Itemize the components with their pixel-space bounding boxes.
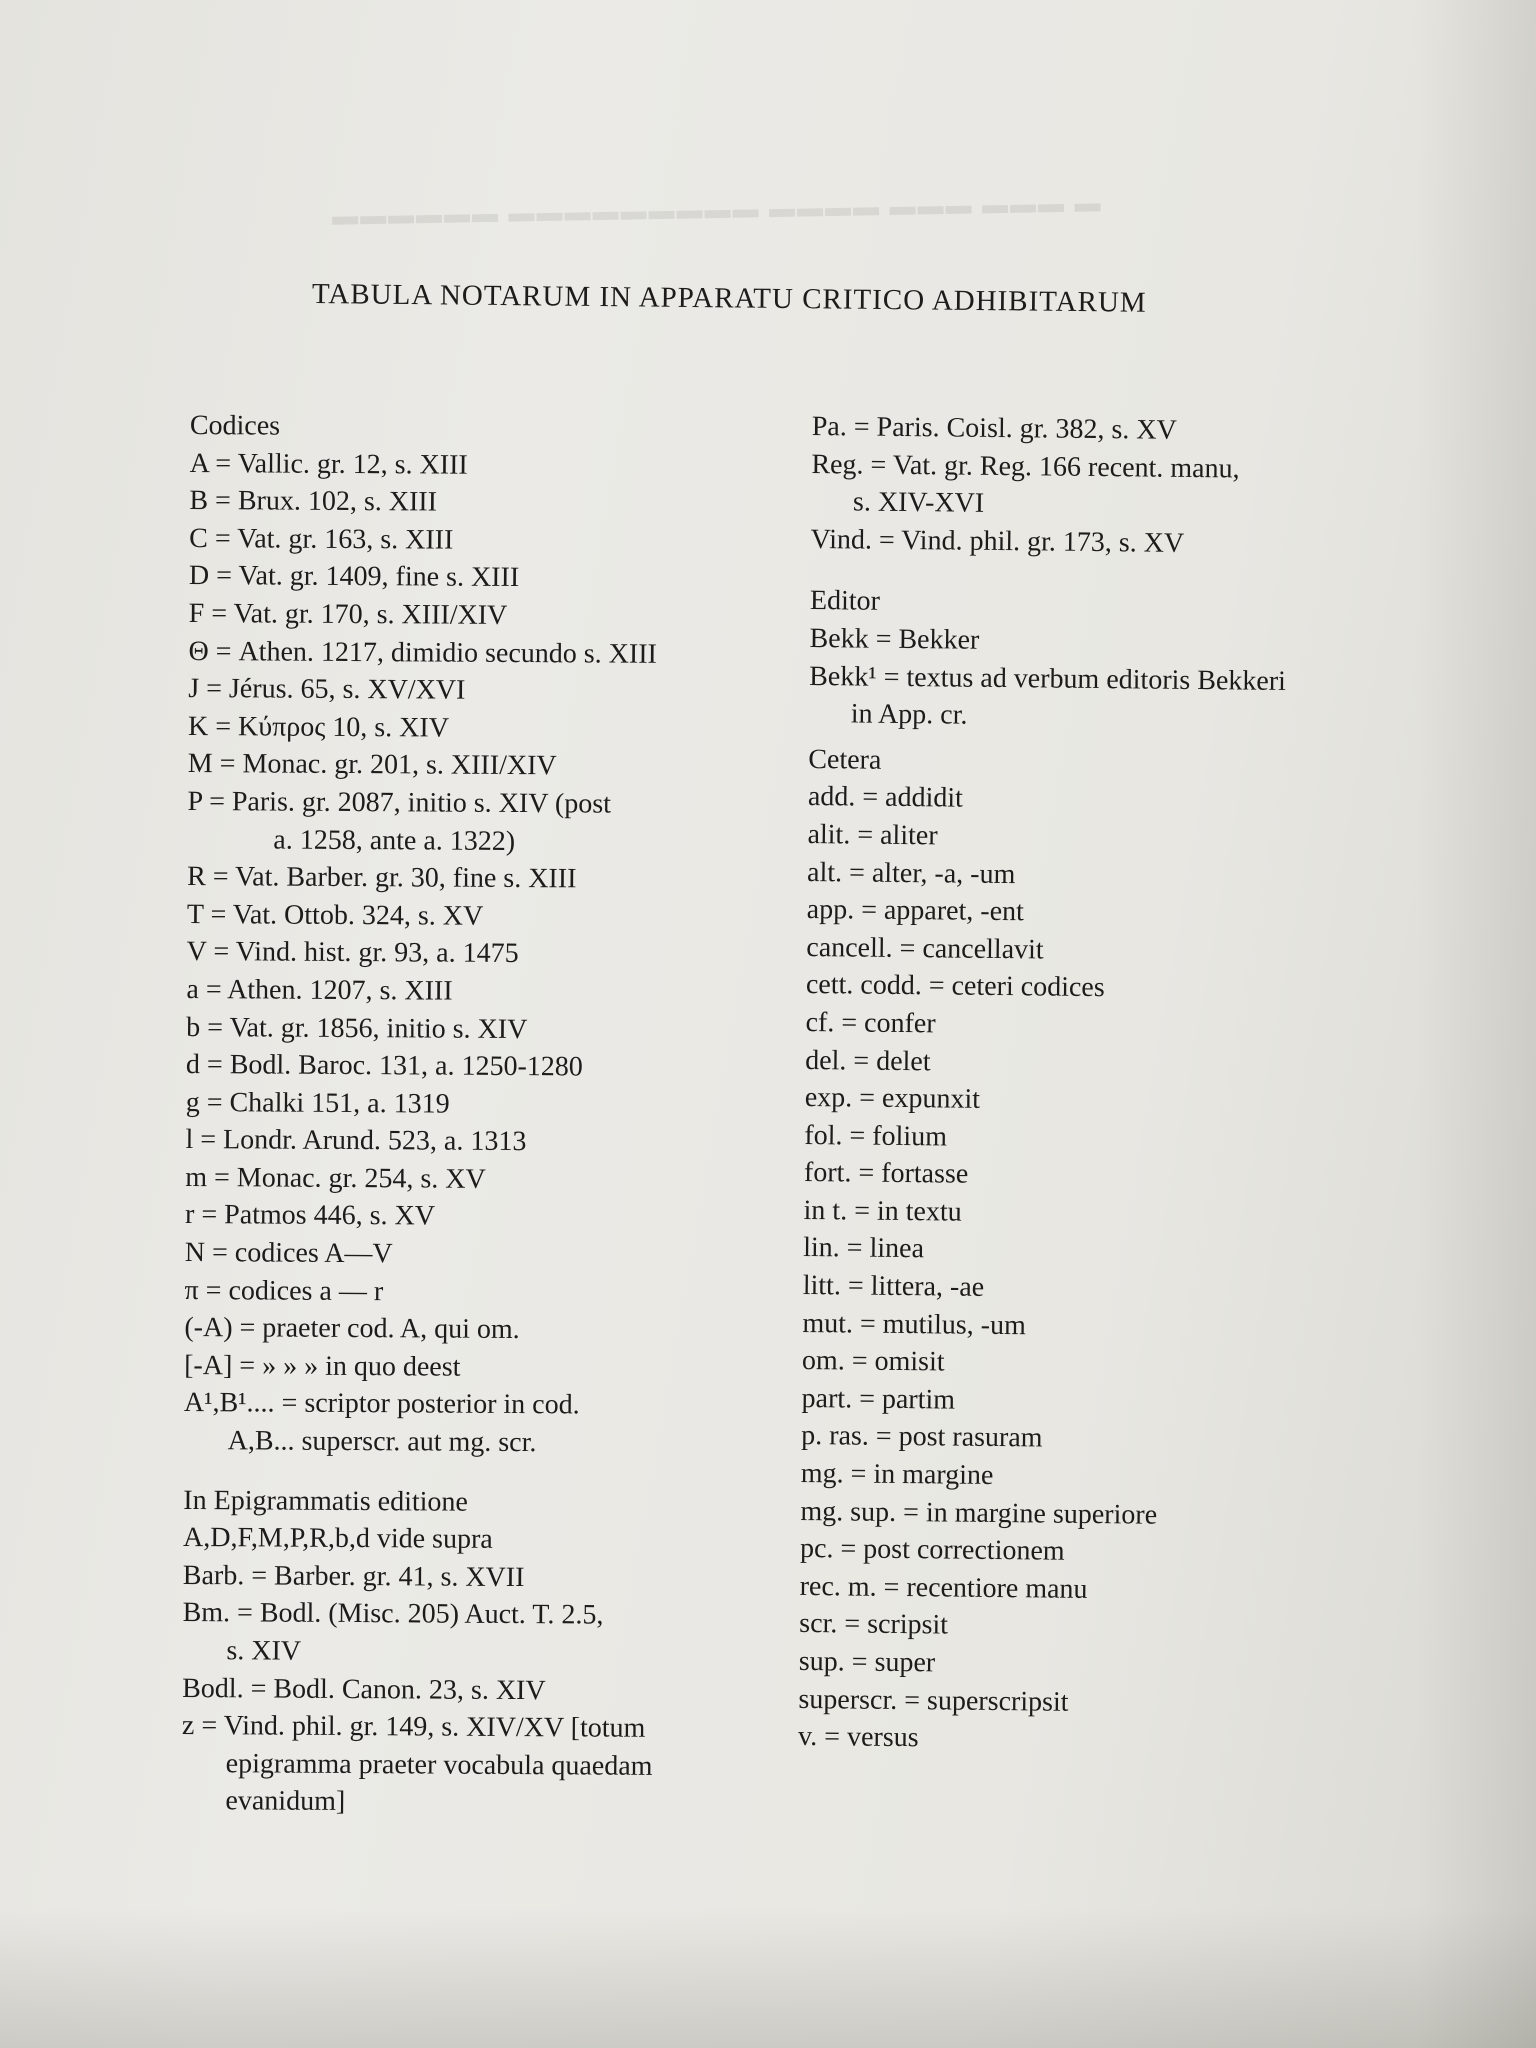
codex-entry-continuation: A,B... superscr. aut mg. scr. xyxy=(227,1425,537,1459)
abbreviation-entry: mg. sup. = in margine superiore xyxy=(800,1495,1158,1531)
epigram-entry: A,D,F,M,P,R,b,d vide supra xyxy=(182,1522,493,1556)
show-through-text: ▬ ▬▬▬ ▬▬▬ ▬▬▬▬ ▬▬▬▬▬▬▬▬▬ ▬▬▬▬▬▬ xyxy=(329,188,1101,231)
codex-entry: [-A] = » » » in quo deest xyxy=(184,1349,461,1383)
codex-entry: l = Londr. Arund. 523, a. 1313 xyxy=(185,1124,527,1158)
editor-entry: Bekk¹ = textus ad verbum editoris Bekkeri xyxy=(809,660,1287,697)
left-column xyxy=(181,407,660,1823)
abbreviation-entry: del. = delet xyxy=(805,1044,931,1077)
codex-entry: Vind. = Vind. phil. gr. 173, s. XV xyxy=(810,523,1185,559)
codex-entry: Θ = Athen. 1217, dimidio secundo s. XIII xyxy=(188,635,658,670)
abbreviation-entry: alt. = alter, -a, -um xyxy=(806,856,1016,890)
abbreviation-entry: cf. = confer xyxy=(805,1006,936,1040)
page-title: TABULA NOTARUM IN APPARATU CRITICO ADHIBITARUM xyxy=(311,278,1147,319)
abbreviation-entry: p. ras. = post rasuram xyxy=(801,1420,1043,1454)
codex-entry: A = Vallic. gr. 12, s. XIII xyxy=(189,447,468,481)
page-curve-shadow xyxy=(1416,0,1536,2048)
codex-entry: r = Patmos 446, s. XV xyxy=(184,1199,436,1232)
section-heading-epigrammata: In Epigrammatis editione xyxy=(183,1484,469,1518)
section-gap xyxy=(183,1460,654,1485)
codex-entry: d = Bodl. Baroc. 131, a. 1250-1280 xyxy=(185,1049,583,1083)
codex-entry: a = Athen. 1207, s. XIII xyxy=(186,973,453,1007)
codex-entry: N = codices A—V xyxy=(184,1237,393,1270)
epigram-entry: Barb. = Barber. gr. 41, s. XVII xyxy=(182,1559,525,1593)
page-bottom-shadow xyxy=(0,1908,1536,2048)
abbreviation-entry: app. = apparet, -ent xyxy=(806,894,1025,928)
codex-entry: V = Vind. hist. gr. 93, a. 1475 xyxy=(186,936,519,970)
epigram-entry: Bm. = Bodl. (Misc. 205) Auct. T. 2.5, xyxy=(182,1597,604,1631)
codex-entry: D = Vat. gr. 1409, fine s. XIII xyxy=(188,560,520,594)
abbreviation-entry: alit. = aliter xyxy=(807,818,938,852)
abbreviation-entry: fort. = fortasse xyxy=(803,1157,969,1190)
section-heading-cetera: Cetera xyxy=(808,743,882,776)
epigram-entry: z = Vind. phil. gr. 149, s. XIV/XV [totum xyxy=(181,1710,646,1744)
epigram-entry: Bodl. = Bodl. Canon. 23, s. XIV xyxy=(182,1672,546,1706)
abbreviation-entry: v. = versus xyxy=(797,1721,919,1754)
codex-entry: K = Κύπρος 10, s. XIV xyxy=(187,710,450,744)
codex-entry: Reg. = Vat. gr. Reg. 166 recent. manu, xyxy=(811,448,1240,485)
right-column xyxy=(798,408,1289,1761)
codex-entry: F = Vat. gr. 170, s. XIII/XIV xyxy=(188,597,508,631)
codex-entry: b = Vat. gr. 1856, initio s. XIV xyxy=(186,1011,528,1045)
codex-entry: g = Chalki 151, a. 1319 xyxy=(185,1086,450,1120)
epigram-entry-continuation: epigramma praeter vocabula quaedam xyxy=(225,1748,653,1782)
abbreviation-entry: mut. = mutilus, -um xyxy=(802,1307,1027,1341)
codex-entry: R = Vat. Barber. gr. 30, fine s. XIII xyxy=(187,861,577,895)
abbreviation-entry: superscr. = superscripsit xyxy=(798,1683,1069,1718)
codex-entry: J = Jérus. 65, s. XV/XVI xyxy=(188,673,466,706)
abbreviation-entry: om. = omisit xyxy=(801,1345,945,1378)
abbreviation-entry: sup. = super xyxy=(798,1645,936,1679)
codex-entry: M = Monac. gr. 201, s. XIII/XIV xyxy=(187,748,557,782)
abbreviation-entry: add. = addidit xyxy=(807,781,964,814)
editor-entry-continuation: in App. cr. xyxy=(850,698,968,731)
abbreviation-entry: cancell. = cancellavit xyxy=(806,931,1044,966)
codex-entry: A¹,B¹.... = scriptor posterior in cod. xyxy=(183,1387,580,1421)
editor-entry: Bekk = Bekker xyxy=(809,622,980,656)
abbreviation-entry: part. = partim xyxy=(801,1382,956,1416)
abbreviation-entry: in t. = in textu xyxy=(803,1194,962,1228)
codex-entry: T = Vat. Ottob. 324, s. XV xyxy=(186,898,484,932)
abbreviation-entry: cett. codd. = ceteri codices xyxy=(805,969,1105,1004)
epigram-entry-continuation: s. XIV xyxy=(226,1635,302,1667)
section-heading-editor: Editor xyxy=(809,585,881,618)
codex-entry-continuation: a. 1258, ante a. 1322) xyxy=(273,824,516,857)
codex-entry: P = Paris. gr. 2087, initio s. XIV (post xyxy=(187,785,612,820)
section-heading-codices: Codices xyxy=(189,409,281,442)
codex-entry: (-A) = praeter cod. A, qui om. xyxy=(184,1312,520,1346)
codex-entry: C = Vat. gr. 163, s. XIII xyxy=(189,522,454,556)
abbreviation-entry: mg. = in margine xyxy=(800,1457,994,1491)
abbreviation-entry: pc. = post correctionem xyxy=(799,1533,1065,1567)
abbreviation-entry: fol. = folium xyxy=(804,1119,948,1153)
abbreviation-entry: rec. m. = recentiore manu xyxy=(799,1570,1088,1605)
epigram-entry-continuation: evanidum] xyxy=(225,1785,346,1818)
abbreviation-entry: scr. = scripsit xyxy=(799,1608,949,1641)
codex-entry: m = Monac. gr. 254, s. XV xyxy=(185,1161,486,1195)
codex-entry-continuation: s. XIV-XVI xyxy=(852,486,985,519)
abbreviation-entry: litt. = littera, -ae xyxy=(802,1270,985,1303)
codex-entry: B = Brux. 102, s. XIII xyxy=(189,485,438,518)
codex-entry: π = codices a — r xyxy=(184,1274,384,1307)
abbreviation-entry: lin. = linea xyxy=(803,1232,925,1265)
codex-entry: Pa. = Paris. Coisl. gr. 382, s. XV xyxy=(811,410,1177,446)
abbreviation-entry: exp. = expunxit xyxy=(804,1082,981,1115)
